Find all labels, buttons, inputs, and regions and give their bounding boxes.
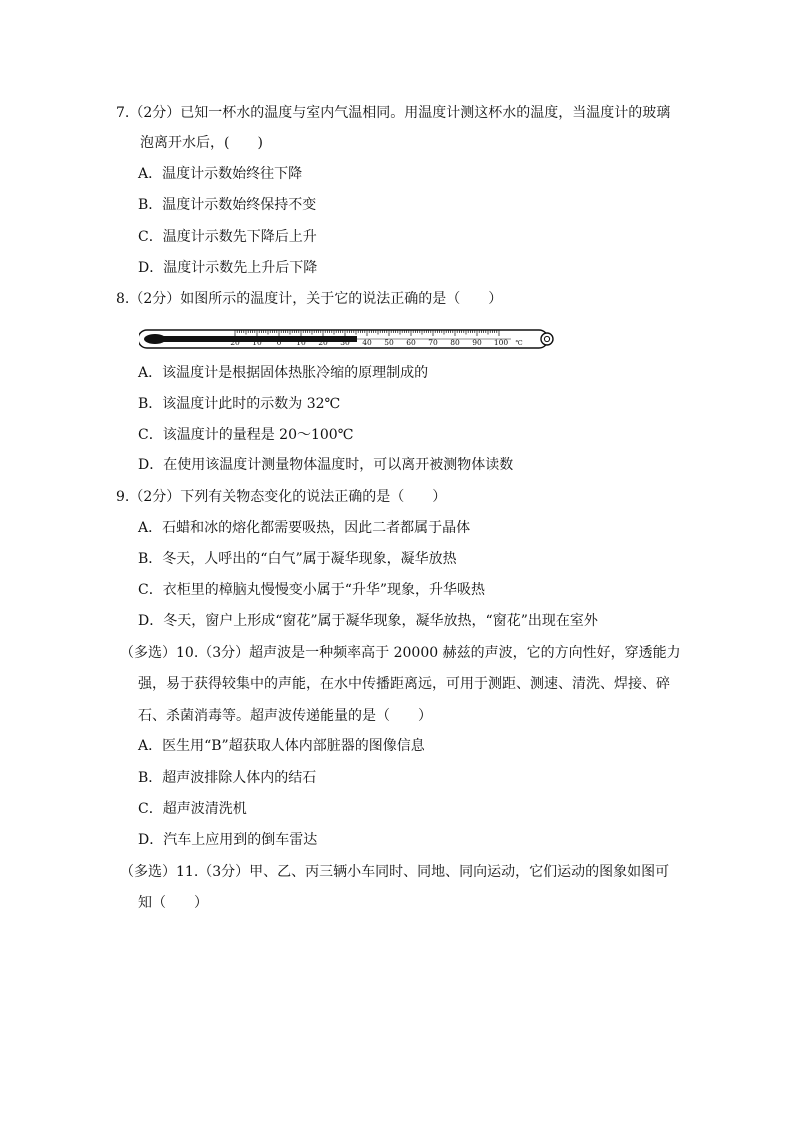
scale-label: 20 [230,338,240,347]
q10-option-d: D．汽车上应用到的倒车雷达 [138,832,318,848]
q11-stem-cont: 知（ ） [138,895,208,911]
q8-option-d: D．在使用该温度计测量物体温度时，可以离开被测物体读数 [138,457,514,473]
q9-option-c: C．衣柜里的樟脑丸慢慢变小属于“升华”现象，升华吸热 [138,582,486,598]
q10-stem: （多选）10.（3分）超声波是一种频率高于 20000 赫兹的声波，它的方向性好，穿透能力 [120,645,681,661]
q9-option-a: A．石蜡和冰的熔化都需要吸热，因此二者都属于晶体 [138,520,471,536]
q9-stem: 9.（2分）下列有关物态变化的说法正确的是（ ） [116,489,447,505]
scale-label: 10 [296,338,306,347]
scale-label: 30 [340,338,350,347]
scale-label: 100 [493,338,509,347]
q10-option-b: B．超声波排除人体内的结石 [138,770,317,786]
q8-option-a: A．该温度计是根据固体热胀冷缩的原理制成的 [138,365,429,381]
scale-label: 10 [252,338,262,347]
scale-label: 70 [428,338,438,347]
scale-label: 40 [362,338,372,347]
scale-label: 50 [384,338,394,347]
q7-option-d: D．温度计示数先上升后下降 [138,260,318,276]
q11-stem: （多选）11.（3分）甲、乙、丙三辆小车同时、同地、同向运动，它们运动的图象如图可 [120,864,670,880]
q7-stem: 7.（2分）已知一杯水的温度与室内气温相同。用温度计测这杯水的温度，当温度计的玻璃 [116,105,671,121]
q10-option-a: A．医生用“B”超获取人体内部脏器的图像信息 [138,738,425,754]
q8-option-b: B．该温度计此时的示数为 32℃ [138,396,341,412]
q8-stem: 8.（2分）如图所示的温度计，关于它的说法正确的是（ ） [116,291,503,307]
q10-option-c: C．超声波清洗机 [138,801,247,817]
scale-label: 80 [450,338,460,347]
scale-label: 60 [406,338,416,347]
q7-option-c: C．温度计示数先下降后上升 [138,229,317,245]
thermometer-figure [139,324,559,354]
q7-option-a: A．温度计示数始终往下降 [138,166,303,182]
q9-option-b: B．冬天，人呼出的“白气”属于凝华现象，凝华放热 [138,551,457,567]
q7-option-b: B．温度计示数始终保持不变 [138,197,317,213]
scale-label: 20 [318,338,328,347]
scale-label: 0 [276,338,282,347]
scale-unit: ℃ [515,339,523,347]
scale-label: 90 [472,338,482,347]
thermometer-ring-hole [544,336,549,341]
q8-option-c: C．该温度计的量程是 20～100℃ [138,427,354,443]
q10-stem-cont2: 石、杀菌消毒等。超声波传递能量的是（ ） [138,708,432,724]
q9-option-d: D．冬天，窗户上形成“窗花”属于凝华现象，凝华放热，“窗花”出现在室外 [138,613,598,629]
q7-stem-cont: 泡离开水后，( ) [140,135,263,151]
q10-stem-cont1: 强，易于获得较集中的声能，在水中传播距离远，可用于测距、测速、清洗、焊接、碎 [138,676,670,692]
